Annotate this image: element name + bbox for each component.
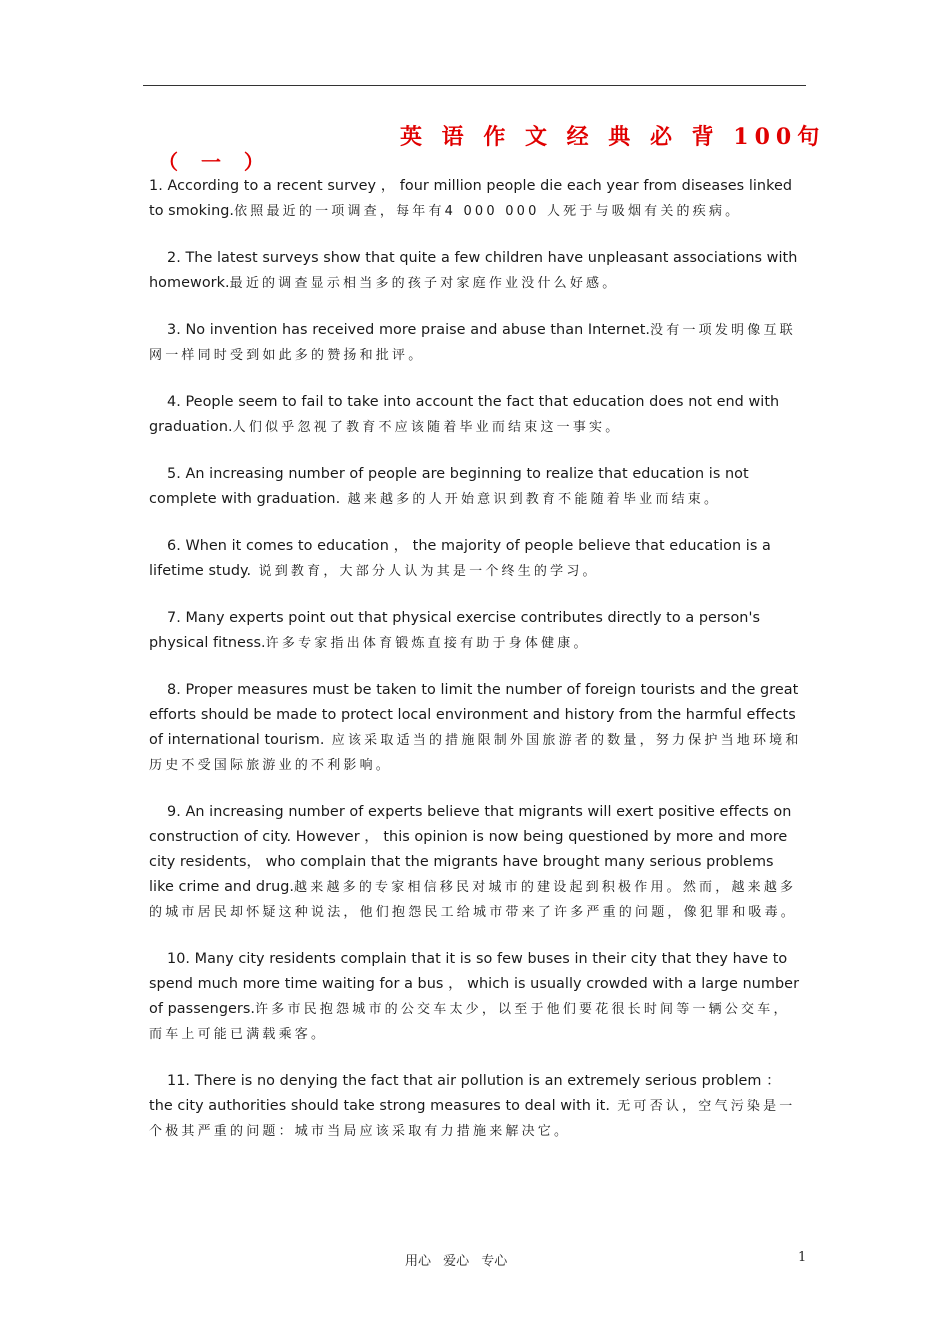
sentence-english: 10. Many city residents complain that it is so few buses in their city that they have to spend much more time waiting for a bus ， which is usually crowded with a large number of passengers. (149, 951, 800, 1017)
sentence-chinese: 许多专家指出体育锻炼直接有助于身体健康。 (265, 636, 590, 651)
sentence-chinese: 没有一项发明像互联网一样同时受到如此多的赞扬和批评。 (149, 323, 796, 363)
sentence-list (149, 174, 803, 1166)
sentence-english: 4. People seem to fail to take into account the fact that education does not end with graduation. (149, 394, 780, 435)
sentence-item (149, 1069, 803, 1144)
sentence-chinese: 无可否认，空气污染是一个极其严重的问题：城市当局应该采取有力措施来解决它。 (149, 1099, 796, 1139)
sentence-english: 7. Many experts point out that physical exercise contributes directly to a person's physical fitness. (149, 610, 761, 651)
sentence-english: 6. When it comes to education ， the majority of people believe that education is a lifetime study. (149, 538, 771, 579)
sentence-chinese: 最近的调查显示相当多的孩子对家庭作业没什么好感。 (229, 276, 619, 291)
sentence-chinese: 许多市民抱怨城市的公交车太少，以至于他们要花很长时间等一辆公交车，而车上可能已满载乘客。 (149, 1002, 790, 1042)
sentence-item (149, 534, 803, 584)
sentence-english: 8. Proper measures must be taken to limit the number of foreign tourists and the great efforts should be made to protect local environment and history from the harmful effects of international tourism. (149, 682, 799, 748)
sentence-english: 3. No invention has received more praise and abuse than Internet. (167, 322, 651, 338)
sentence-chinese: 越来越多的人开始意识到教育不能随着毕业而结束。 (340, 492, 721, 507)
sentence-item (149, 390, 803, 440)
sentence-english: 1. According to a recent survey ， four million people die each year from diseases linked to smoking. (149, 178, 793, 219)
footer-motto: 用心 爱心 专心 (405, 1254, 508, 1269)
header-rule (143, 85, 806, 86)
sentence-item (149, 800, 803, 925)
sentence-chinese: 应该采取适当的措施限制外国旅游者的数量，努力保护当地环境和历史不受国际旅游业的不利影响。 (149, 733, 802, 773)
sentence-english: 2. The latest surveys show that quite a few children have unpleasant associations with homework. (149, 250, 798, 291)
page-number: 1 (798, 1250, 807, 1265)
sentence-english: 9. An increasing number of experts believe that migrants will exert positive effects on construction of city. However ， this opinion is now being questioned by more and more city residents， who complain that the migrants have brought many serious problems like crime and drug. (149, 804, 792, 895)
sentence-chinese: 越来越多的专家相信移民对城市的建设起到积极作用。然而，越来越多的城市居民却怀疑这种说法，他们抱怨民工给城市带来了许多严重的问题，像犯罪和吸毒。 (149, 880, 798, 920)
sentence-item (149, 174, 803, 224)
sentence-chinese: 依照最近的一项调查，每年有4 000 000 人死于与吸烟有关的疾病。 (234, 204, 742, 219)
section-subtitle: （ 一 ） (158, 150, 272, 174)
sentence-item (149, 318, 803, 368)
sentence-item (149, 678, 803, 778)
sentence-item (149, 462, 803, 512)
sentence-english: 5. An increasing number of people are beginning to realize that education is not complete with graduation. (149, 466, 749, 507)
sentence-item (149, 606, 803, 656)
sentence-chinese: 人们似乎忽视了教育不应该随着毕业而结束这一事实。 (232, 420, 622, 435)
sentence-english: 11. There is no denying the fact that air pollution is an extremely serious problem ： the city authorities should take strong measures to deal with it. (149, 1073, 781, 1114)
sentence-item (149, 947, 803, 1047)
document-title: 英 语 作 文 经 典 必 背 100句 (400, 124, 826, 150)
sentence-item (149, 246, 803, 296)
sentence-chinese: 说到教育，大部分人认为其是一个终生的学习。 (251, 564, 599, 579)
